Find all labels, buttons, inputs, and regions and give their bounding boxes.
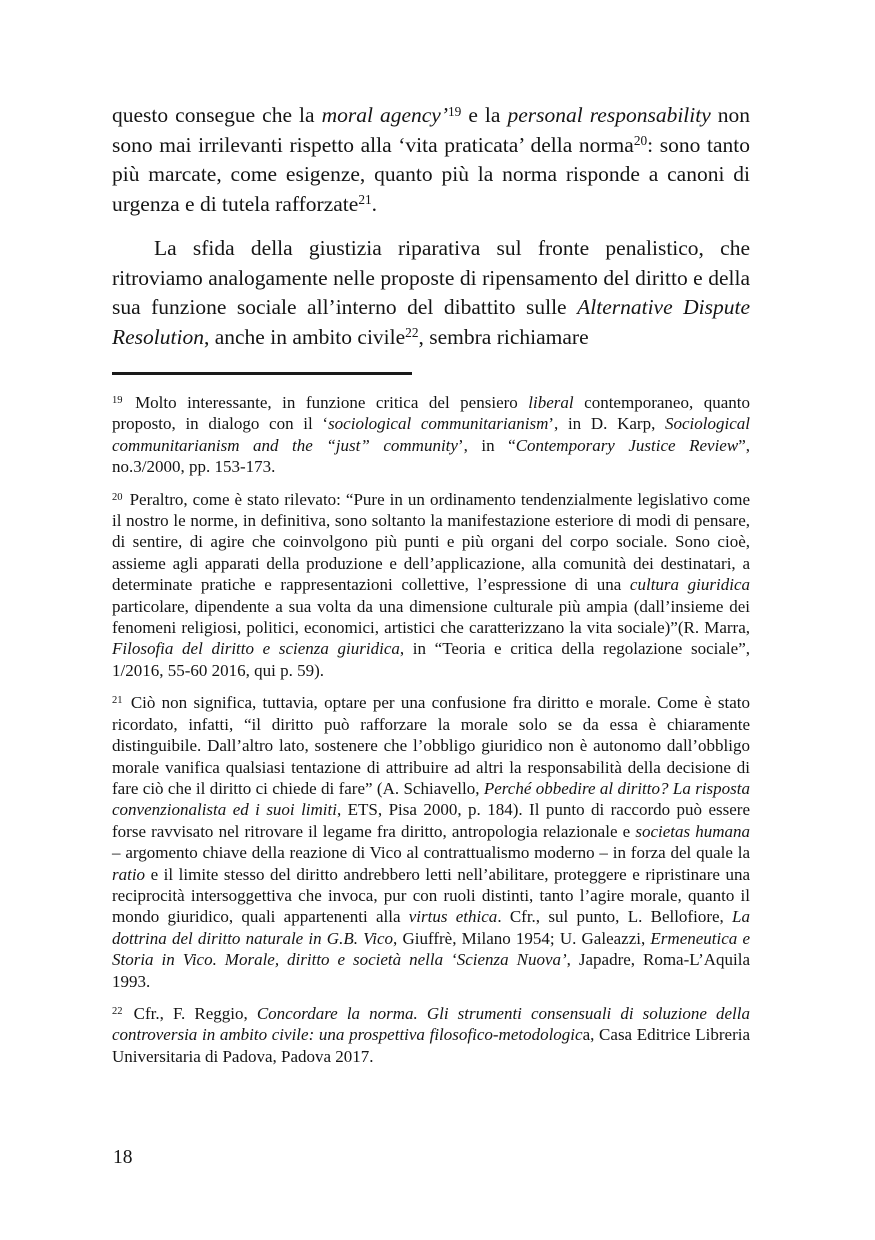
italic-run: moral agency’ [321,103,448,127]
footnote-ref: 19 [448,103,462,119]
italic-run: societas humana [635,821,751,841]
italic-run: liberal [528,393,574,412]
italic-run: personal responsability [507,103,711,127]
italic-run: sociological communitarianism [328,414,549,434]
text-run: e il limite stesso del diritto andrebbero letti nell’abilitare, proteggere e ripristinare una reciprocità intersoggettiva che invoca, pur con ruoli distinti, tanto l’agire morale, quanto il mondo giuridico, quali appartenenti alla [112,864,750,927]
text-run: e la [461,103,508,127]
footnote [112,392,750,478]
footnote-separator [112,372,412,375]
footnote-ref: 20 [633,133,648,149]
text-run: – argomento chiave della reazione di Vico al contrattualismo moderno – in forza del quale la [112,843,750,863]
footnote [112,489,750,682]
footnote-number: 19 [112,394,123,406]
italic-run: La dottrina del diritto naturale in G.B. Vico [112,907,751,948]
text-run: a, Casa Editrice Libreria Universitaria di Padova, Padova 2017. [112,1025,750,1066]
italic-run: Perché obbedire al diritto? La risposta convenzionalista ed i suoi limiti [112,778,750,820]
text-run: ’, in “ [457,435,516,455]
text-run: non sono mai irrilevanti rispetto alla ‘vita praticata’ della norma [112,103,751,157]
text-run: , in “Teoria e critica della regolazione sociale”, 1/2016, 55-60 2016, qui p. 59). [112,639,750,680]
paragraph [112,234,750,352]
text-run: contemporaneo, quanto proposto, in dialogo con il ‘ [112,393,750,434]
italic-run: Filosofia del diritto e scienza giuridica [112,639,400,659]
text-run: : sono tanto più marcate, come esigenze, quanto più la norma risponde a canoni di urgenza e di tutela rafforzate [112,132,750,216]
text-run: questo consegue che la [112,103,322,127]
footnote-number: 21 [112,695,123,707]
text-run: Cfr., F. Reggio, [133,1003,257,1023]
italic-run: Alternative Dispute Resolution [112,295,751,349]
text-run: , anche in ambito civile [203,324,406,349]
italic-run: cultura giuridica [629,575,750,595]
footnotes-section [112,392,750,1067]
text-run: , ETS, Pisa 2000, p. 184). Il punto di raccordo può essere forse ravvisato nel ritrovare il legame fra diritto, antropologia relazionale e [112,800,750,841]
text-run: , sembra richiamare [418,324,589,349]
text-run: ”, no.3/2000, pp. 153-173. [112,435,750,477]
footnote-number: 20 [112,491,123,503]
text-run: . Cfr., sul punto, L. Bellofiore, [497,907,733,927]
text-run: particolare, dipendente a sua volta da una dimensione culturale più ampia (dall’insieme dei fenomeni religiosi, politici, economici, artistici che caratterizzano la vita sociale)”(R. Marra, [112,596,750,638]
italic-run: Concordare la norma. Gli strumenti consensuali di soluzione della controversia in ambito civile: una prospettiva filosofico-metodologic [112,1003,750,1045]
italic-run: Sociological communitarianism and the “just” community [112,414,750,455]
text-run: , Giuffrè, Milano 1954; U. Galeazzi, [393,928,651,948]
italic-run: virtus ethica [408,907,498,927]
footnote-ref: 22 [405,325,419,341]
paragraph [112,101,750,219]
italic-run: ratio [112,864,146,884]
footnote-ref: 21 [358,192,372,208]
italic-run: Ermeneutica e Storia in Vico. Morale, diritto e società nella ‘Scienza Nuova’ [112,928,751,970]
footnote-number: 22 [112,1005,123,1017]
body-text [112,101,750,352]
text-run: La sfida della giustizia riparativa sul fronte penalistico, che ritroviamo analogamente nelle proposte di ripensamento del diritto e della sua funzione sociale all’interno del dibattito sulle [112,236,750,319]
italic-run: Contemporary Justice Review [515,435,739,455]
text-run: Ciò non significa, tuttavia, optare per una confusione fra diritto e morale. Come è stato ricordato, infatti, “il diritto può rafforzare la morale solo se da essa è chiaramente distinguibile. Dall’altro lato, sostenere che l’obbligo giuridico non è autonomo dall’obbligo morale vanifica qualsiasi tentazione di attribuire ad altri la responsabilità della decisione di fare ciò che il diritto ci chiede di fare” (A. Schiavello, [112,693,751,798]
text-run: ’, in D. Karp, [548,414,666,434]
text-run: Molto interessante, in funzione critica del pensiero [135,393,529,412]
text-run: . [371,191,378,216]
text-run: , Japadre, Roma-L’Aquila 1993. [112,950,751,991]
text-run: Peraltro, come è stato rilevato: “Pure in un ordinamento tendenzialmente legislativo come il nostro le norme, in definitiva, sono soltanto la manifestazione esteriore di modi di pensare, di sentire, di agire che coinvolgono più punti e più organi del corpo sociale. Sono cioè, assieme agli apparati della produzione e dell’applicazione, alla comunità dei destinatari, a determinate pratiche e rappresentazioni collettive, l’espressione di una [112,489,751,595]
footnote [112,1003,750,1067]
page-number: 18 [113,1147,133,1168]
footnote [112,692,750,992]
